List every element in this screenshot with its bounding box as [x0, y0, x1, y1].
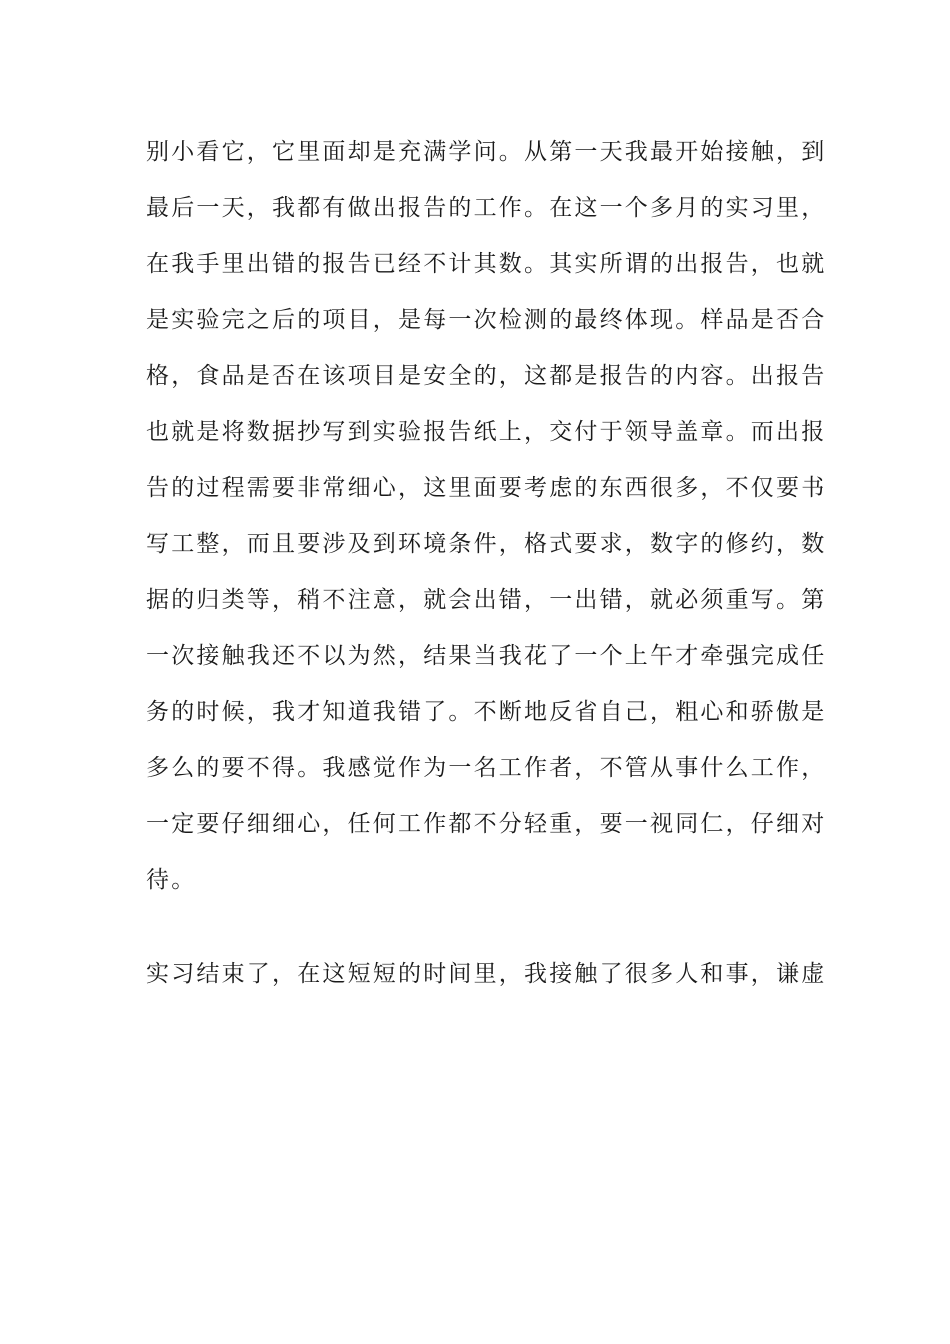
- text-line: 别小看它，它里面却是充满学问。从第一天我最开始接触，到: [146, 139, 827, 165]
- text-line: 一定要仔细细心，任何工作都不分轻重，要一视同仁，仔细对: [146, 811, 827, 837]
- text-line: 格，食品是否在该项目是安全的，这都是报告的内容。出报告: [146, 363, 827, 389]
- text-line: 是实验完之后的项目，是每一次检测的最终体现。样品是否合: [146, 307, 827, 333]
- text-line: 据的归类等，稍不注意，就会出错，一出错，就必须重写。第: [146, 587, 827, 613]
- document-body: [146, 132, 827, 1010]
- text-line: 实习结束了，在这短短的时间里，我接触了很多人和事，谦虚: [146, 961, 827, 987]
- paragraph-2: [146, 954, 827, 1010]
- text-line: 务的时候，我才知道我错了。不断地反省自己，粗心和骄傲是: [146, 699, 827, 725]
- text-line: 最后一天，我都有做出报告的工作。在这一个多月的实习里，: [146, 195, 827, 221]
- text-line: 一次接触我还不以为然，结果当我花了一个上午才牵强完成任: [146, 643, 827, 669]
- text-line: 在我手里出错的报告已经不计其数。其实所谓的出报告，也就: [146, 251, 827, 277]
- text-line: 多么的要不得。我感觉作为一名工作者，不管从事什么工作，: [146, 755, 827, 781]
- paragraph-spacer: [146, 916, 806, 954]
- paragraph-1: [146, 132, 827, 916]
- text-line: 也就是将数据抄写到实验报告纸上，交付于领导盖章。而出报: [146, 419, 827, 445]
- text-line: 告的过程需要非常细心，这里面要考虑的东西很多，不仅要书: [146, 475, 827, 501]
- text-line: 写工整，而且要涉及到环境条件，格式要求，数字的修约，数: [146, 531, 827, 557]
- text-line: 待。: [146, 867, 197, 893]
